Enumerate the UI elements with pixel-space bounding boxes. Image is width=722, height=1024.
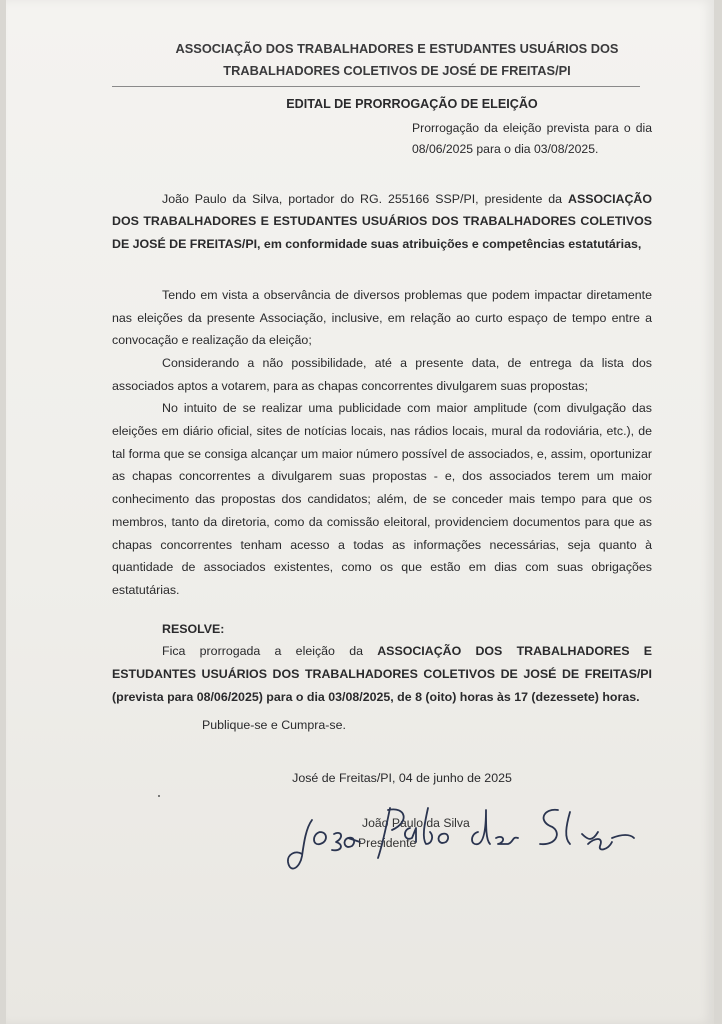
edital-subtitle: Prorrogação da eleição prevista para o dia 08/06/2025 para o dia 03/08/2025. <box>412 120 652 156</box>
signature-block <box>112 790 652 870</box>
header-line-2: TRABALHADORES COLETIVOS DE JOSÉ DE FREITAS/PI <box>223 63 571 78</box>
paragraph-1: Tendo em vista a observância de diversos problemas que podem impactar diretamente nas eleições da presente Associação, inclusive, em relação ao curto espaço de tempo entre a convocação e realização da eleição; <box>112 287 652 348</box>
handwritten-signature-icon <box>282 798 662 878</box>
association-header <box>112 38 652 82</box>
signer-role: Presidente <box>358 835 417 850</box>
paragraph-2: Considerando a não possibilidade, até a presente data, de entrega da lista dos associados aptos a votarem, para as chapas concorrentes divulgarem suas propostas; <box>112 355 652 393</box>
intro-paragraph <box>112 188 652 256</box>
resolve-bold: ASSOCIAÇÃO DOS TRABALHADORES E ESTUDANTES USUÁRIOS DOS TRABALHADORES COLETIVOS DE JOSÉ DE FREITAS/PI (prevista para 08/06/2025) para o dia 03/08/2025, de 8 (oito) horas às 17 (dezessete) horas. <box>112 644 652 704</box>
document-sheet <box>6 0 714 1024</box>
paragraph-3: No intuito de se realizar uma publicidade com maior amplitude (com divulgação das eleições em diário oficial, sites de notícias locais, nas rádios locais, mural da rodoviária, etc.), de tal forma que se consiga alcançar um maior número possível de associados, e, assim, oportunizar as chapas concorrentes a divulgarem suas propostas - e, dos associados terem um maior conhecimento das propostas dos candidatos; além, de se conceder mais tempo para que os membros, tanto da diretoria, como da comissão eleitoral, providenciem documentos para que as chapas concorrentes tenham acesso a todas as informações necessárias, seja quanto à quantidade de associados existentes, como os que estão em dias com suas obrigações estatutárias. <box>112 401 652 597</box>
resolve-paragraph <box>112 640 652 708</box>
document-body <box>112 38 652 870</box>
edital-title: EDITAL DE PRORROGAÇÃO DE ELEIÇÃO <box>286 97 538 111</box>
signer-name: João Paulo da Silva <box>362 815 470 830</box>
header-divider <box>112 86 640 87</box>
intro-lead: João Paulo da Silva, portador do RG. 255166 SSP/PI, presidente da <box>162 191 568 206</box>
header-line-1: ASSOCIAÇÃO DOS TRABALHADORES E ESTUDANTES USUÁRIOS DOS <box>175 41 619 56</box>
publique-text: Publique-se e Cumpra-se. <box>202 718 346 733</box>
resolve-lead: Fica prorrogada a eleição da <box>162 644 378 659</box>
resolve-heading: RESOLVE: <box>162 621 225 636</box>
place-date: José de Freitas/PI, 04 de junho de 2025 <box>292 771 512 786</box>
intro-bold: ASSOCIAÇÃO DOS TRABALHADORES E ESTUDANTES USUÁRIOS DOS TRABALHADORES COLETIVOS DE JOSÉ DE FREITAS/PI, em conformidade suas atribuições e competências estatutárias, <box>112 191 652 252</box>
